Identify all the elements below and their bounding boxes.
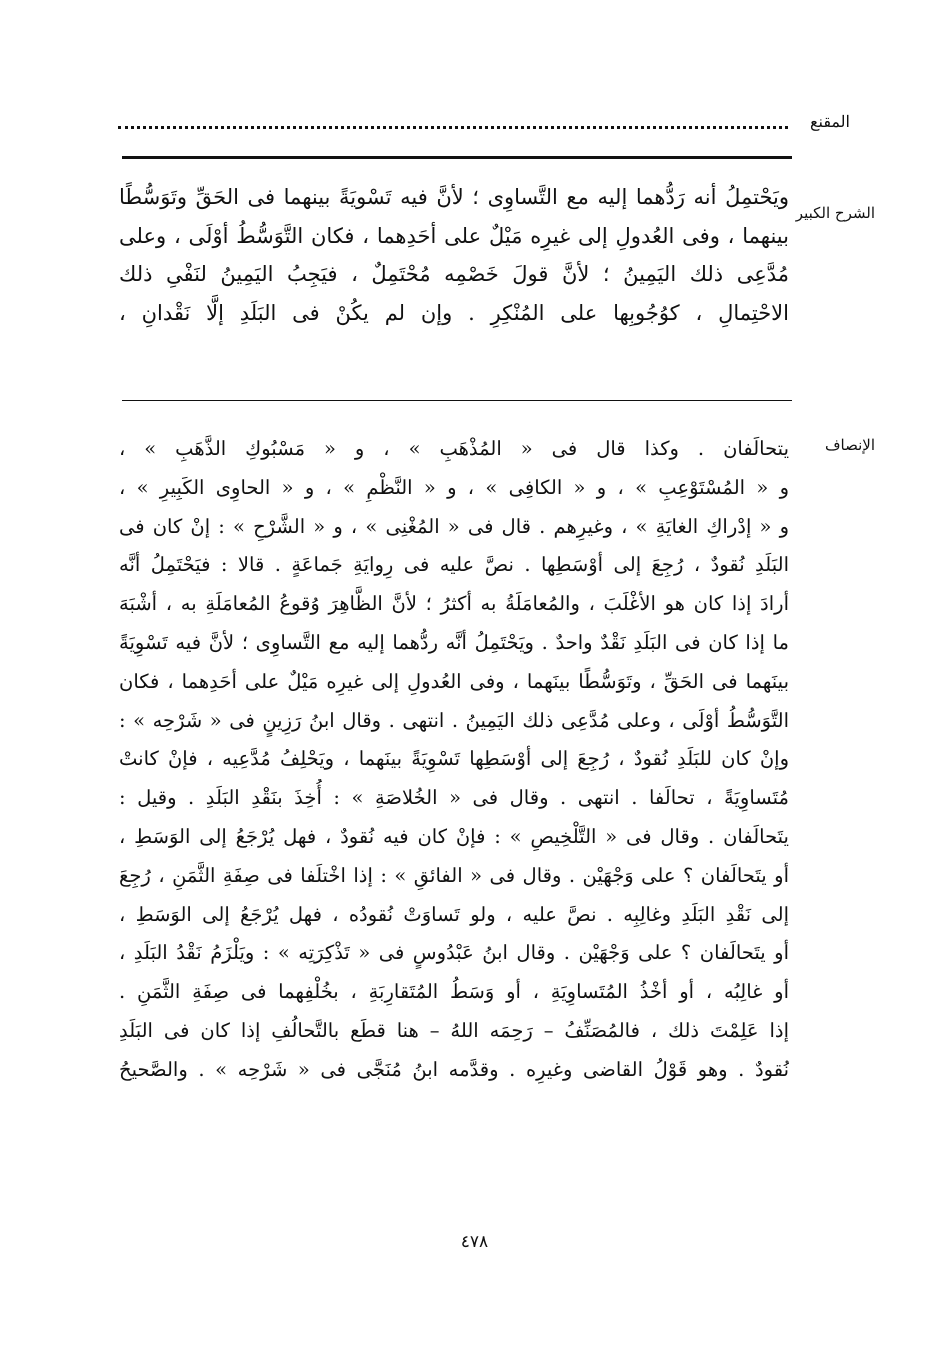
sharh-text <box>119 178 789 332</box>
insaf-line: أو يتَحالَفان ؟ على وَجْهَيْن . وقال ابنُ عَبْدُوسٍ فى « تَذْكِرَتِه » : ويَلْزَمُ نَقْدُ البَلَدِ ، <box>119 941 789 965</box>
insaf-label: الإنصاف <box>824 436 875 454</box>
insaf-line: و « إدْراكِ الغايَةِ » ، وغيرِهم . قال فى « المُغْنِى » ، و « الشَّرْحِ » : إنْ كان فى <box>119 514 789 538</box>
sharh-line: بينهما ، وفى العُدولِ إلى غيرِه مَيْلٌ على أحَدِهما ، فكان التَّوَسُّطُ أوْلَى ، وعلى <box>119 223 789 248</box>
insaf-line: أو غالِبُه ، أو أخْذُ المُتَساوِيَةِ ، أو وَسَطُ المُتَقارِبَةِ ، بخُلْفِهما فى صِفَةِ الثَّمَنِ . <box>119 980 789 1004</box>
insaf-line: مُتَساوِيَةً ، تحالَفا . انتهى . وقال فى « الخُلاصَةِ » : أُخِذَ بنَقْدِ البَلَدِ . وقيل : <box>119 786 789 810</box>
insaf-line: يتحالَفان . وكذا قال فى « المُذْهَبِ » ، و « مَسْبُوكِ الذَّهَبِ » ، <box>119 437 789 460</box>
insaf-line: يتَحالَفان . وقال فى « التَّلْخِيصِ » : فإنْ كان فيه نُقودٌ ، فهل يُرْجَعُ إلى الوَسَطِ ، <box>119 824 789 848</box>
book-title: المقنع <box>809 112 850 131</box>
insaf-line: و « المُسْتَوْعِبِ » ، و « الكافِى » ، و « النَّظْمِ » ، و « الحاوِى الكَبِيرِ » ، <box>119 475 789 499</box>
insaf-line: وإنْ كان للبَلَدِ نُقودٌ ، رُجِعَ إلى أوْسَطِها تَسْوِيَةً بينَهما ، ويَحْلِفُ مُدَّعِيه ، فإنْ كانتْ <box>119 747 789 771</box>
insaf-line: البَلَدِ نُقودٌ ، رُجِعَ إلى أوْسَطِها . نصَّ عليه فى رِوايَةِ جَماعَةٍ . قالا : فيَحْتَمِلُ أنَّه <box>119 553 789 577</box>
sharh-line: مُدَّعِى ذلك اليَمِينُ ؛ لأنَّ قولَ خَصْمِه مُحْتَمِلٌ ، فيَجِبُ اليَمِينُ لنَفْىِ ذلك <box>119 262 789 286</box>
leader-dots <box>118 116 788 129</box>
insaf-text <box>119 430 789 1090</box>
insaf-line: التَّوَسُّطُ أوْلَى ، وعلى مُدَّعِى ذلك اليَمِينُ . انتهى . وقال ابنُ رَزِينٍ فى « شَرْحِه » : <box>119 708 789 732</box>
running-head <box>120 112 850 142</box>
insaf-line: إذا عَلِمْتَ ذلك ، فالمُصَنِّفُ – رَحِمَه اللهُ – هنا قطَع بالتَّحالُفِ إذا كان فى البَلَدِ <box>119 1018 789 1042</box>
insaf-line: أو يتَحالَفان ؟ على وَجْهَيْن . وقال فى « الفائقِ » : إذا اخْتلَفا فى صِفَةِ الثَّمَنِ ، رُجِعَ <box>119 863 789 887</box>
insaf-line: بينَهما فى الحَقِّ ، وتَوَسُّطًا بينَهما ، وفى العُدولِ إلى غيرِه مَيْلٌ على أحَدِهما ، فكان <box>119 669 789 693</box>
header-rule <box>122 156 792 159</box>
insaf-line: ما إذا كان فى البَلَدِ نَقْدٌ واحدٌ . ويَحْتَمِلُ أنَّه ردُّهما إليه مع التَّساوِى ؛ لأنَّ فيه تَسْوِيَةً <box>119 630 789 654</box>
section-divider <box>122 400 792 401</box>
page-number: ٤٧٨ <box>460 1232 489 1252</box>
sharh-line: الاحْتِمالِ ، كوُجُوبِها على المُنْكِرِ . وإن لم يكُنْ فى البَلَدِ إلَّا نَقْدانِ ، <box>119 300 789 325</box>
sharh-label: الشرح الكبير <box>795 204 875 222</box>
sharh-line: ويَحْتمِلُ أنه رَدُّهما إليه مع التَّساوِى ؛ لأنَّ فيه تَسْويَةً بينهما فى الحَقِّ وتَوَسُّطًا <box>119 185 789 209</box>
insaf-line: نُقودٌ . وهو قَوْلُ القاضى وغيرِه . وقدَّمه ابنُ مُنَجَّى فى « شَرْحِه » . والصَّحيحُ <box>119 1057 789 1081</box>
insaf-line: أرادَ إذا كان هو الأغْلَبَ ، والمُعامَلَةُ به أكثرُ ؛ لأنَّ الظَّاهِرَ وُقوعُ المُعامَلَةِ به ، أشْبَهَ <box>119 592 789 616</box>
insaf-line: إلى نَقْدِ البَلَدِ وغالِبِه . نصَّ عليه ، ولو تَساوَتْ نُقودُه ، فهل يُرْجَعُ إلى الوَسَطِ ، <box>119 902 789 926</box>
